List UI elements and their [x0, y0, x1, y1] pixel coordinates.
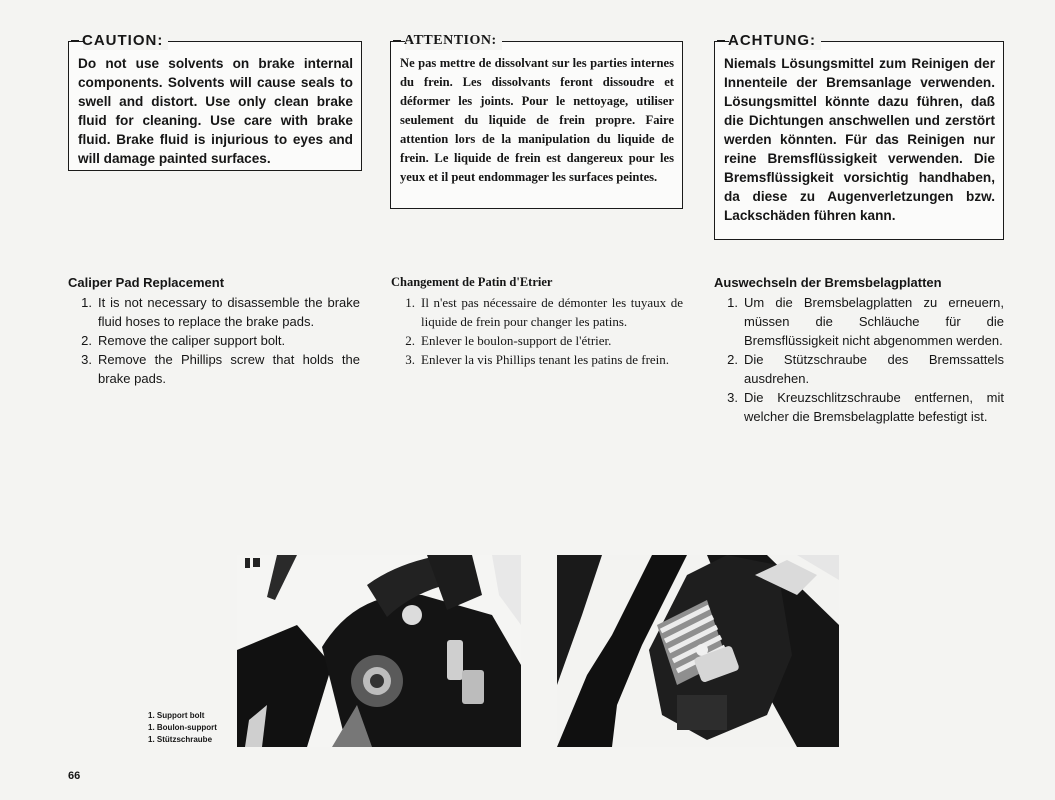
list-item: 1. It is not necessary to disassemble the brake fluid hoses to replace the brake pads. [81, 295, 360, 329]
achtung-text: Niemals Lösungsmittel zum Reinigen der Innenteile der Bremsanlage verwenden. Lösungsmittel könnte dazu führen, daß die Dichtungen anschwellen und zerstört werden könnten. Für das Reinigen nur reine Bremsflüssigkeit verwenden. Die Bremsflüssigkeit vorsichtig handhaben, da diese zu Augenverletzungen bzw. Lackschäden führen kann. [724, 56, 995, 223]
attention-box [390, 33, 683, 209]
brake-pad-screw-photo [557, 555, 839, 747]
list-item: 1. Um die Bremsbelagplatten zu erneuern, müssen die Schläuche für die Bremsflüssigkeit nicht abgenommen werden. [727, 295, 1004, 348]
photo-captions [148, 710, 217, 746]
german-heading: Auswechseln der Bremsbelagplatten [714, 275, 942, 290]
page-number: 66 [68, 770, 81, 782]
caption-german: 1. Stützschraube [148, 735, 213, 744]
attention-title: ATTENTION: [405, 32, 502, 50]
english-heading: Caliper Pad Replacement [68, 275, 225, 290]
list-item: 3. Die Kreuzschlitzschraube entfernen, mit welcher die Bremsbelagplatte befestigt ist. [727, 390, 1004, 424]
french-steps [391, 293, 683, 369]
list-item: 2. Remove the caliper support bolt. [81, 333, 286, 348]
list-item: 3. Enlever la vis Phillips tenant les patins de frein. [405, 352, 670, 367]
french-section [391, 275, 683, 369]
caliper-support-bolt-photo [237, 555, 521, 747]
caution-text: Do not use solvents on brake internal components. Solvents will cause seals to swell and distort. Use only clean brake fluid for cleaning. Use care with brake fluid. Brake fluid is injurious to eyes and will damage painted surfaces. [78, 56, 353, 166]
caption-french: 1. Boulon-support [148, 723, 217, 732]
list-item: 2. Enlever le boulon-support de l'étrier. [405, 333, 612, 348]
english-steps [68, 293, 360, 388]
attention-text: Ne pas mettre de dissolvant sur les parties internes du frein. Les dissolvants feront dissoudre et déformer les joints. Pour le nettoyage, utiliser seulement du liquide de frein propre. Faire attention lors de la manipulation du liquide de frein. Le liquide de frein est dangereux pour les yeux et il peut endommager les surfaces peintes. [400, 56, 674, 184]
french-heading: Changement de Patin d'Etrier [391, 275, 553, 289]
caution-box [68, 32, 362, 171]
english-section [68, 275, 360, 388]
achtung-title: ACHTUNG: [729, 32, 821, 50]
list-item: 2. Die Stützschraube des Bremssattels ausdrehen. [727, 352, 1004, 386]
caption-english: 1. Support bolt [148, 711, 205, 720]
caution-title: CAUTION: [83, 32, 168, 50]
german-section [714, 275, 1004, 426]
german-steps [714, 293, 1004, 426]
list-item: 1. Il n'est pas nécessaire de démonter les tuyaux de liquide de frein pour changer les patins. [405, 295, 683, 329]
list-item: 3. Remove the Phillips screw that holds the brake pads. [81, 352, 360, 386]
achtung-box [714, 32, 1004, 240]
